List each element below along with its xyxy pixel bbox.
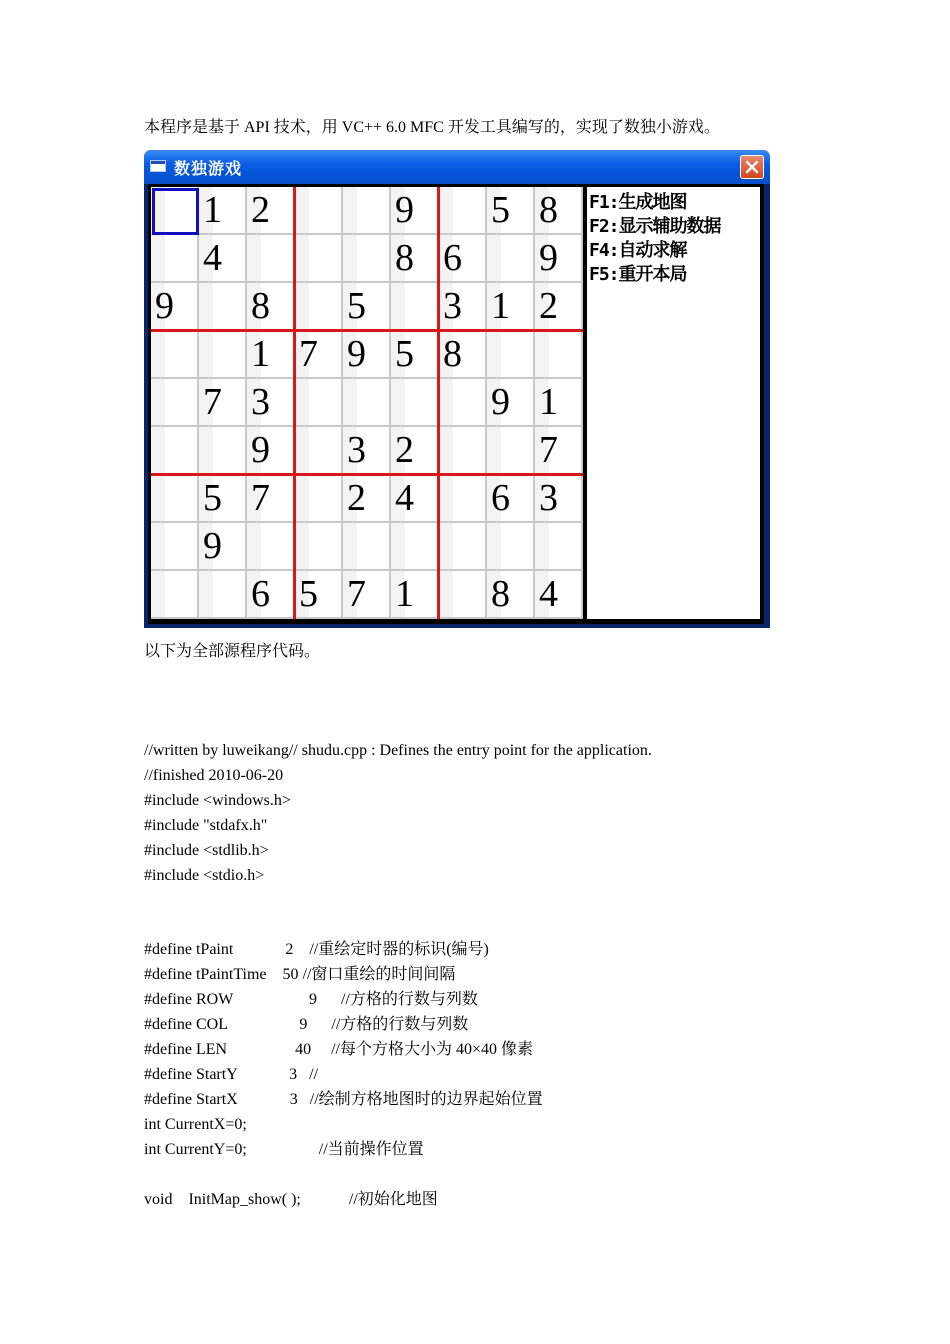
sudoku-cell[interactable] [151,283,199,331]
close-button[interactable] [740,155,764,179]
box-divider-horizontal [151,473,583,476]
sudoku-cell[interactable] [535,523,583,571]
cell-digit: 3 [539,477,558,519]
sudoku-cell[interactable] [487,571,535,619]
cell-digit: 3 [347,429,366,471]
sudoku-cell[interactable] [487,523,535,571]
sudoku-cell[interactable] [487,235,535,283]
sudoku-cell[interactable] [151,523,199,571]
cell-digit: 2 [395,429,414,471]
sudoku-cell[interactable] [151,427,199,475]
code-line: #include <windows.h> [144,792,291,809]
cell-digit: 2 [251,189,270,231]
close-icon [745,160,759,174]
sudoku-cell[interactable] [199,475,247,523]
cell-digit: 9 [491,381,510,423]
cell-digit: 4 [395,477,414,519]
sudoku-cell[interactable] [247,427,295,475]
help-panel [587,187,760,619]
sudoku-cell[interactable] [151,475,199,523]
sudoku-cell[interactable] [391,523,439,571]
cell-digit: 7 [347,573,366,615]
caption-text: 以下为全部源程序代码。 [144,643,321,660]
sudoku-cell[interactable] [439,523,487,571]
sudoku-window [144,150,770,628]
sudoku-cell[interactable] [343,235,391,283]
help-f4: F4:自动求解 [589,240,687,261]
sudoku-cell[interactable] [535,571,583,619]
sudoku-cell[interactable] [295,235,343,283]
code-line: #define tPaintTime 50 //窗口重绘的时间间隔 [144,966,456,983]
cell-digit: 5 [395,333,414,375]
sudoku-cell[interactable] [343,475,391,523]
sudoku-cell[interactable] [391,235,439,283]
sudoku-cell[interactable] [535,379,583,427]
sudoku-cell[interactable] [343,331,391,379]
cell-digit: 5 [491,189,510,231]
sudoku-cell[interactable] [343,427,391,475]
sudoku-cell[interactable] [247,475,295,523]
sudoku-cell[interactable] [199,283,247,331]
code-line: int CurrentX=0; [144,1116,247,1133]
sudoku-cell[interactable] [247,571,295,619]
window-client-area [148,184,764,624]
sudoku-cell[interactable] [247,283,295,331]
sudoku-cell[interactable] [391,331,439,379]
box-divider-vertical [293,187,296,619]
sudoku-cell[interactable] [199,523,247,571]
code-line: #include <stdlib.h> [144,842,269,859]
code-line: void InitMap_show( ); //初始化地图 [144,1191,438,1208]
sudoku-cell[interactable] [295,571,343,619]
sudoku-cell[interactable] [151,571,199,619]
sudoku-board[interactable] [151,187,583,619]
sudoku-cell[interactable] [151,331,199,379]
cell-digit: 9 [347,333,366,375]
cell-digit: 2 [347,477,366,519]
cell-digit: 1 [395,573,414,615]
sudoku-cell[interactable] [535,187,583,235]
sudoku-cell[interactable] [199,331,247,379]
sudoku-cell[interactable] [343,523,391,571]
sudoku-cell[interactable] [199,571,247,619]
cell-digit: 1 [203,189,222,231]
code-line: #define StartX 3 //绘制方格地图时的边界起始位置 [144,1091,543,1108]
code-line: //written by luweikang// shudu.cpp : Defines the entry point for the application. [144,742,652,759]
sudoku-cell[interactable] [247,187,295,235]
window-title: 数独游戏 [174,159,243,178]
sudoku-cell[interactable] [439,379,487,427]
cell-digit: 6 [491,477,510,519]
sudoku-cell[interactable] [487,283,535,331]
sudoku-cell[interactable] [199,187,247,235]
intro-text: 本程序是基于 API 技术，用 VC++ 6.0 MFC 开发工具编写的，实现了数独小游戏。 [144,119,720,136]
sudoku-cell[interactable] [487,331,535,379]
sudoku-cell[interactable] [487,187,535,235]
sudoku-cell[interactable] [439,283,487,331]
sudoku-cell[interactable] [247,379,295,427]
code-line: #define tPaint 2 //重绘定时器的标识(编号) [144,941,489,958]
sudoku-cell[interactable] [295,475,343,523]
sudoku-cell[interactable] [199,427,247,475]
cell-digit: 9 [395,189,414,231]
sudoku-cell[interactable] [151,379,199,427]
sudoku-cell[interactable] [391,187,439,235]
sudoku-cell[interactable] [343,571,391,619]
sudoku-cell[interactable] [247,331,295,379]
cell-digit: 4 [203,237,222,279]
box-divider-horizontal [151,329,583,332]
sudoku-cell[interactable] [487,475,535,523]
sudoku-cell[interactable] [295,379,343,427]
sudoku-cell[interactable] [439,187,487,235]
sudoku-cell[interactable] [151,235,199,283]
cell-digit: 7 [539,429,558,471]
cell-digit: 9 [203,525,222,567]
cell-digit: 8 [251,285,270,327]
sudoku-cell[interactable] [535,235,583,283]
sudoku-cell[interactable] [295,427,343,475]
title-bar[interactable] [144,150,770,184]
sudoku-cell[interactable] [199,379,247,427]
sudoku-cell[interactable] [295,331,343,379]
sudoku-cell[interactable] [487,379,535,427]
sudoku-cell[interactable] [439,427,487,475]
cell-digit: 5 [203,477,222,519]
sudoku-cell[interactable] [343,379,391,427]
code-line: #define LEN 40 //每个方格大小为 40×40 像素 [144,1041,533,1058]
cell-digit: 7 [251,477,270,519]
cell-digit: 1 [491,285,510,327]
code-line: #define COL 9 //方格的行数与列数 [144,1016,469,1033]
cell-digit: 8 [491,573,510,615]
sudoku-cell[interactable] [391,475,439,523]
sudoku-cell[interactable] [439,235,487,283]
sudoku-cell[interactable] [391,571,439,619]
sudoku-cell[interactable] [439,475,487,523]
sudoku-cell[interactable] [487,427,535,475]
selection-cursor [152,188,199,235]
sudoku-cell[interactable] [535,475,583,523]
sudoku-cell[interactable] [391,379,439,427]
code-line: #define StartY 3 // [144,1066,319,1083]
sudoku-cell[interactable] [535,427,583,475]
help-f2: F2:显示辅助数据 [589,216,721,237]
code-line: int CurrentY=0; //当前操作位置 [144,1141,424,1158]
cell-digit: 8 [539,189,558,231]
cell-digit: 3 [251,381,270,423]
sudoku-cell[interactable] [343,283,391,331]
cell-digit: 1 [539,381,558,423]
cell-digit: 5 [347,285,366,327]
code-line: #define ROW 9 //方格的行数与列数 [144,991,478,1008]
sudoku-cell[interactable] [295,187,343,235]
sudoku-cell[interactable] [199,235,247,283]
sudoku-cell[interactable] [439,571,487,619]
sudoku-cell[interactable] [247,235,295,283]
sudoku-cell[interactable] [535,331,583,379]
cell-digit: 2 [539,285,558,327]
code-line: #include <stdio.h> [144,867,265,884]
cell-digit: 5 [299,573,318,615]
sudoku-cell[interactable] [295,523,343,571]
help-f5: F5:重开本局 [589,264,687,285]
code-line: #include "stdafx.h" [144,817,268,834]
cell-digit: 9 [251,429,270,471]
cell-digit: 9 [539,237,558,279]
cell-digit: 3 [443,285,462,327]
cell-digit: 8 [395,237,414,279]
cell-digit: 4 [539,573,558,615]
window-app-icon [150,160,166,172]
cell-digit: 7 [299,333,318,375]
sudoku-cell[interactable] [391,283,439,331]
cell-digit: 6 [251,573,270,615]
cell-digit: 8 [443,333,462,375]
sudoku-cell[interactable] [535,283,583,331]
sudoku-cell[interactable] [247,523,295,571]
cell-digit: 7 [203,381,222,423]
sudoku-cell[interactable] [391,427,439,475]
box-divider-vertical [437,187,440,619]
code-line: //finished 2010-06-20 [144,767,284,784]
cell-digit: 1 [251,333,270,375]
cell-digit: 9 [155,285,174,327]
sudoku-cell[interactable] [343,187,391,235]
sudoku-cell[interactable] [295,283,343,331]
help-f1: F1:生成地图 [589,192,687,213]
cell-digit: 6 [443,237,462,279]
sudoku-cell[interactable] [439,331,487,379]
